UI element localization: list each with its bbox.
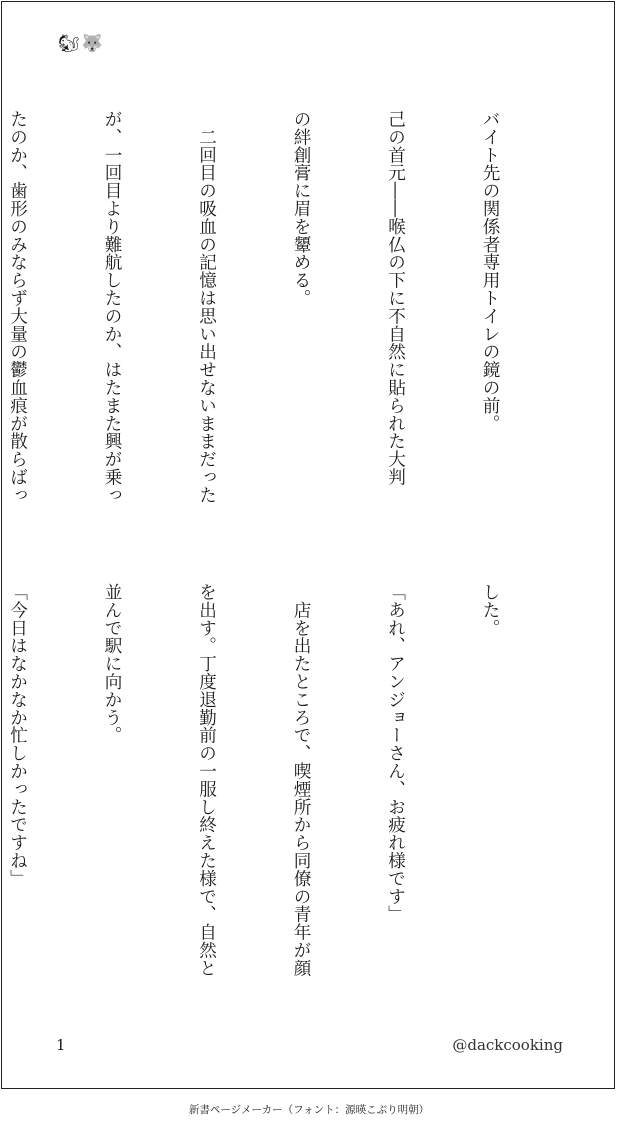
wolf-icon: 🐺 [81,34,103,54]
text-line: 「今日はなかなか忙しかったですね」 [7,583,28,888]
text-line: 己の首元――喉仏の下に不自然に貼られた大判 [385,110,406,486]
text-line: 並んで駅に向かう。 [102,583,122,745]
author-credit: @dackcooking [452,1036,563,1054]
text-line: 二回目の吸血の記憶は思い出せないままだった [196,110,217,504]
header-icons [58,36,103,53]
text-line: 店を出たところで、喫煙所から同僚の青年が顔 [291,583,311,977]
upper-text-block [0,110,568,540]
text-line: を出す。丁度退勤前の一服し終えた様で、自然と [196,583,217,977]
lower-text-block [0,583,568,1013]
text-line: 「あれ、アンジョーさん、お疲れ様です」 [385,583,406,924]
text-line: の絆創膏に眉を顰める。 [291,110,311,307]
text-line: バイト先の関係者専用トイレの鏡の前。 [480,110,500,433]
generator-note: 新書ページメーカー（フォント：源暎こぶり明朝） [188,1104,430,1116]
text-line: が、一回目より難航したのか、はたまた興が乗っ [102,110,122,504]
text-line: した。 [480,583,500,637]
squirrel-icon: 🐿 [58,34,80,54]
page-number: 1 [56,1036,66,1054]
text-line: たのか、歯形のみならず大量の鬱血痕が散らばっ [7,110,28,504]
